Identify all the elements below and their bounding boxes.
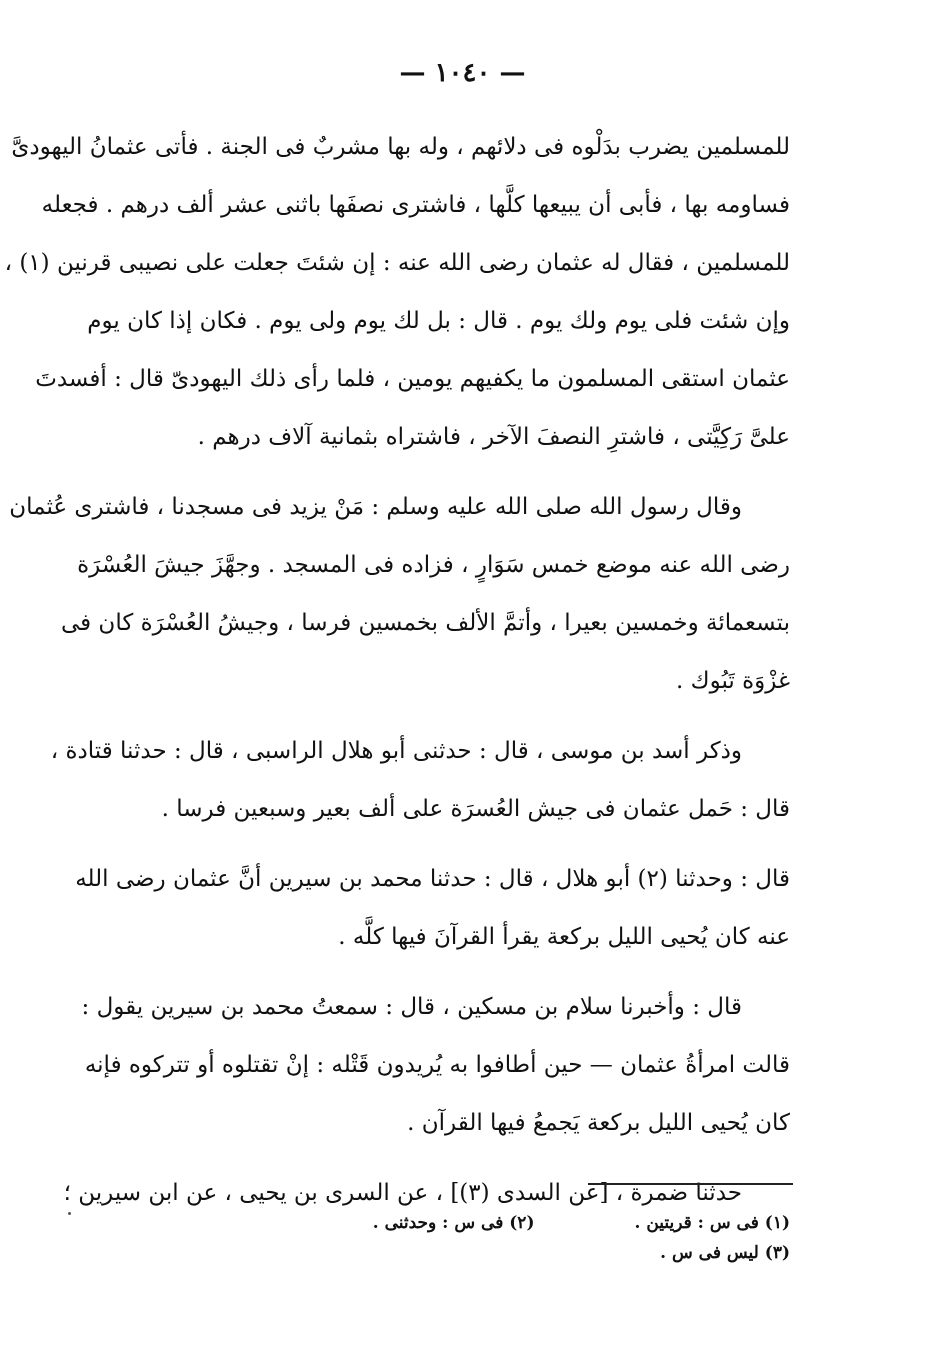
paragraph-abu-hilal bbox=[75, 850, 790, 966]
text-line: غزْوَة تَبُوك . bbox=[676, 668, 790, 694]
body-text bbox=[4, 118, 790, 1234]
text-line: وقال رسول الله صلى الله عليه وسلم : مَنْ يزيد فى مسجدنا ، فاشترى عُثمان bbox=[9, 494, 742, 520]
footnote-1: (١) فى س : قريتين . bbox=[634, 1213, 790, 1233]
footnotes bbox=[300, 1208, 790, 1268]
text-line: للمسلمين يضرب بدَلْوه فى دلائهم ، وله بها مشربٌ فى الجنة . فأتى عثمانُ اليهودىَّ bbox=[11, 134, 790, 160]
text-line: للمسلمين ، فقال له عثمان رضى الله عنه : إن شئتَ جعلت على نصيبى قرنين (١) ، bbox=[4, 250, 790, 276]
text-line: قال : وحدثنا (٢) أبو هلال ، قال : حدثنا محمد بن سيرين أنَّ عثمان رضى الله bbox=[75, 866, 790, 892]
text-line: قال : وأخبرنا سلام بن مسكين ، قال : سمعتُ محمد بن سيرين يقول : bbox=[81, 994, 742, 1020]
text-line: رضى الله عنه موضع خمس سَوَارٍ ، فزاده فى المسجد . وجهَّزَ جيشَ العُسْرَة bbox=[77, 552, 790, 578]
text-line: حدثنا ضمرة ، [عن السدى (٣)] ، عن السرى بن يحيى ، عن ابن سيرين ؛ bbox=[63, 1180, 742, 1206]
text-line: وذكر أسد بن موسى ، قال : حدثنى أبو هلال الراسبى ، قال : حدثنا قتادة ، bbox=[50, 738, 742, 764]
paragraph-well-purchase bbox=[4, 118, 790, 466]
text-line: عثمان استقى المسلمون ما يكفيهم يومين ، فلما رأى ذلك اليهودىّ قال : أفسدتَ bbox=[35, 366, 790, 392]
footnote-row bbox=[300, 1208, 790, 1238]
footnote-2: (٢) فى س : وحدثنى . bbox=[372, 1213, 535, 1233]
text-line: قال : حَمل عثمان فى جيش العُسرَة على ألف بعير وسبعين فرسا . bbox=[161, 796, 790, 822]
paragraph-sallam bbox=[81, 978, 790, 1152]
text-line: علىَّ رَكِيَّتى ، فاشترِ النصفَ الآخر ، فاشتراه بثمانية آلاف درهم . bbox=[197, 424, 790, 450]
page-number: — ١٠٤٠ — bbox=[399, 58, 526, 88]
text-line: قالت امرأةُ عثمان — حين أطافوا به يُريدون قَتْله : إنْ تقتلوه أو تتركوه فإنه bbox=[84, 1052, 790, 1078]
paragraph-asad-ibn-musa bbox=[50, 722, 790, 838]
page-speck bbox=[68, 1212, 71, 1215]
text-line: فساومه بها ، فأبى أن يبيعها كلَّها ، فاشترى نصفَها باثنى عشر ألف درهم . فجعله bbox=[41, 192, 790, 218]
footnote-row bbox=[300, 1238, 790, 1268]
text-line: وإن شئت فلى يوم ولك يوم . قال : بل لك يوم ولى يوم . فكان إذا كان يوم bbox=[87, 308, 790, 334]
footnote-3: (٣) ليس فى س . bbox=[660, 1243, 790, 1263]
text-line: كان يُحيى الليل بركعة يَجمعُ فيها القرآن . bbox=[407, 1110, 790, 1136]
text-line: عنه كان يُحيى الليل بركعة يقرأ القرآنَ فيها كلَّه . bbox=[338, 924, 790, 950]
paragraph-mosque bbox=[9, 478, 790, 710]
text-line: بتسعمائة وخمسين بعيرا ، وأتمَّ الألف بخمسين فرسا ، وجيشُ العُسْرَة كان فى bbox=[60, 610, 790, 636]
footnote-separator bbox=[588, 1183, 793, 1185]
